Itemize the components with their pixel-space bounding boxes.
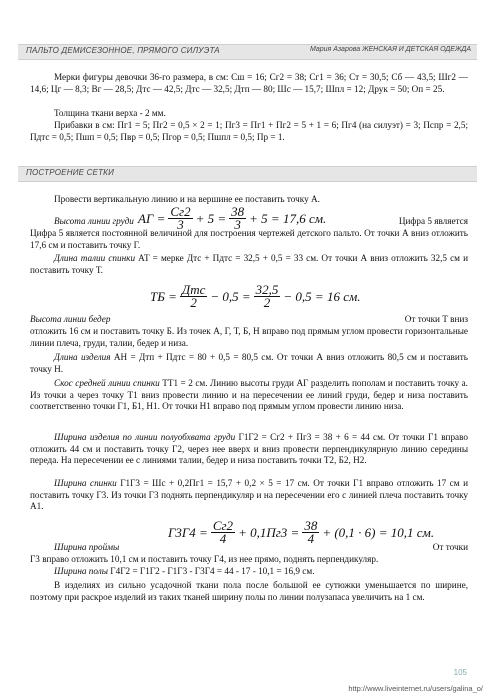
- formula-3-label: Ширина проймы: [54, 542, 120, 552]
- p6-label: Скос средней линии спинки: [54, 378, 160, 388]
- formula-2-label: Высота линии бедер: [30, 314, 111, 324]
- paragraph-8: [30, 478, 468, 513]
- formula-2: [150, 284, 361, 309]
- p8-text: Г1Г3 = Шс + 0,2Пг1 = 15,7 + 0,2 × 5 = 17 см. От точки Г1 вправо отложить 17 см и поставить точку Г3. Из точки Г3 поднять перпендикуляр и на пересечении его с линией плеча поставить точку А1.: [30, 478, 468, 512]
- footer-url: http://www.liveinternet.ru/users/galina_o/: [348, 684, 483, 693]
- f2-mid: − 0,5 =: [210, 288, 251, 304]
- f2-lhs: ТБ =: [150, 288, 177, 304]
- paragraph-10: [30, 566, 468, 578]
- f2-den2: 2: [263, 295, 271, 310]
- p7-text: Г1Г2 = Сг2 + Пг3 = 38 + 6 = 44 см. От точки Г1 вправо отложить 44 см и поставить точку Г2, через нее вверх и вниз провести перпендикулярную линию середины переда. На пересечении ее с линиями талии, бедер и низа поставить точки Т2, Б2, Н2.: [30, 432, 469, 466]
- formula-1-label: Высота линии груди: [54, 216, 134, 226]
- paragraph-3: [30, 253, 468, 276]
- p3-label: Длина талии спинки: [54, 253, 136, 263]
- f1-lhs: АГ =: [138, 210, 166, 226]
- paragraph-9: Г3 вправо отложить 10,1 см и поставить точку Г4, из нее прямо, поднять перпендикуляр.: [30, 554, 379, 564]
- paragraph-11: В изделиях из сильно усадочной ткани пола после большой ее сутюжки уменьшается по ширине, поэтому при раскрое изделий из таких тканей ширину полы по линии полузапаса увеличить на 1 см.: [30, 580, 468, 602]
- paragraph-5: [30, 352, 468, 375]
- section-title-2: ПОСТРОЕНИЕ СЕТКИ: [26, 168, 115, 177]
- page-number: 105: [453, 668, 467, 677]
- paragraph-2-start: Цифра 5 является: [398, 216, 468, 226]
- allowances-paragraph: Прибавки в см: Пг1 = 5; Пг2 = 0,5 × 2 = 1; Пг3 = Пг1 + Пг2 = 5 + 1 = 6; Пг4 (на силуэт) = 3; Пспр = 2,5; Пдтс = 0,5; Пшп = 0,5; Пвр = 0,5; Пгор = 0,5; Пшпл = 0,5; Пр = 1.: [30, 120, 468, 142]
- p8-label: Ширина спинки: [54, 478, 117, 488]
- p3-text: АТ = мерке Дтс + Пдтс = 32,5 + 0,5 = 33 см. От точки А вниз отложить 32,5 см и поставить точку Т.: [30, 253, 468, 275]
- f2-num: Дтс: [181, 282, 206, 297]
- paragraph-6: [30, 378, 468, 413]
- f1-num: Сг2: [170, 204, 191, 219]
- f3-den: 4: [219, 531, 227, 546]
- paragraph-1: Провести вертикальную линию и на вершине ее поставить точку А.: [54, 194, 320, 204]
- f3-rhs: + (0,1 · 6) = 10,1 см.: [322, 524, 435, 540]
- section-header-band-2: [18, 166, 477, 182]
- paragraph-4: отложить 16 см и поставить точку Б. Из точек А, Г, Т, Б, Н вправо под прямым углом провести горизонтальные линии плеча, груди, талии, бедер и низа.: [30, 326, 468, 348]
- f3-fraction-2: [302, 520, 319, 545]
- f3-num2: 38: [304, 518, 318, 533]
- f1-rhs: + 5 = 17,6 см.: [249, 210, 327, 226]
- paragraph-4-start: От точки Т вниз: [404, 314, 468, 324]
- f3-fraction: [211, 520, 235, 545]
- measures-paragraph: Мерки фигуры девочки 36-го размера, в см: Сш = 16; Сг2 = 38; Сг1 = 36; Ст = 30,5; Сб — 43,5; Шг2 — 14,6; Цг — 8,3; Вг — 28,5; Дтс — 42,5; Дтс — 32,5; Дтп — 80; Шс — 15,7; Шпл = 12; Друк = 50; Оп = 25.: [30, 72, 468, 94]
- f2-rhs: − 0,5 = 16 см.: [283, 288, 361, 304]
- f2-fraction-2: [254, 284, 281, 309]
- formula-3: [168, 520, 434, 545]
- f3-lhs: Г3Г4 =: [168, 524, 208, 540]
- f3-den2: 4: [307, 531, 315, 546]
- f1-mid: + 5 =: [195, 210, 227, 226]
- paragraph-9-start: От точки: [432, 542, 468, 552]
- p5-text: АН = Дтп + Пдтс = 80 + 0,5 = 80,5 см. От точки А вниз отложить 80,5 см и поставить точку Н.: [30, 352, 468, 374]
- f1-num2: 38: [231, 204, 245, 219]
- p10-text: Г4Г2 = Г1Г2 - Г1Г3 - Г3Г4 = 44 - 17 - 10,1 = 16,9 см.: [108, 566, 315, 576]
- p10-label: Ширина полы: [54, 566, 108, 576]
- f2-num2: 32,5: [255, 282, 279, 297]
- p5-label: Длина изделия: [54, 352, 111, 362]
- section-title: ПАЛЬТО ДЕМИСЕЗОННОЕ, ПРЯМОГО СИЛУЭТА: [26, 46, 220, 55]
- p6-text: ТТ1 = 2 см. Линию высоты груди АГ разделить пополам и поставить точку а. Из точки а через точку Т1 вниз провести линию и на пересечении ее линий груди, бедер и низа поставить соответственно точки Г1, Б1, Н1. От точки Н1 вправо под прямым углом провести линию низа.: [30, 378, 468, 412]
- p2-text: Цифра 5 является постоянной величиной для построения чертежей детского пальто. От точки А вниз отложить 17,6 см и поставить точку Г.: [30, 228, 468, 250]
- p7-label: Ширина изделия по линии полуобхвата груди: [54, 432, 236, 442]
- thickness-paragraph: Толщина ткани верха - 2 мм.: [54, 108, 166, 118]
- book-header: Мария Азарова ЖЕНСКАЯ И ДЕТСКАЯ ОДЕЖДА: [309, 46, 471, 53]
- paragraph-2: [30, 228, 468, 251]
- f1-den2: 3: [234, 217, 241, 232]
- f2-den: 2: [190, 295, 197, 310]
- f1-den: 3: [177, 217, 184, 232]
- f2-fraction: [180, 284, 207, 309]
- f3-mid: + 0,1Пг3 =: [238, 524, 300, 540]
- f3-num: Сг2: [212, 518, 234, 533]
- paragraph-7: [30, 432, 468, 467]
